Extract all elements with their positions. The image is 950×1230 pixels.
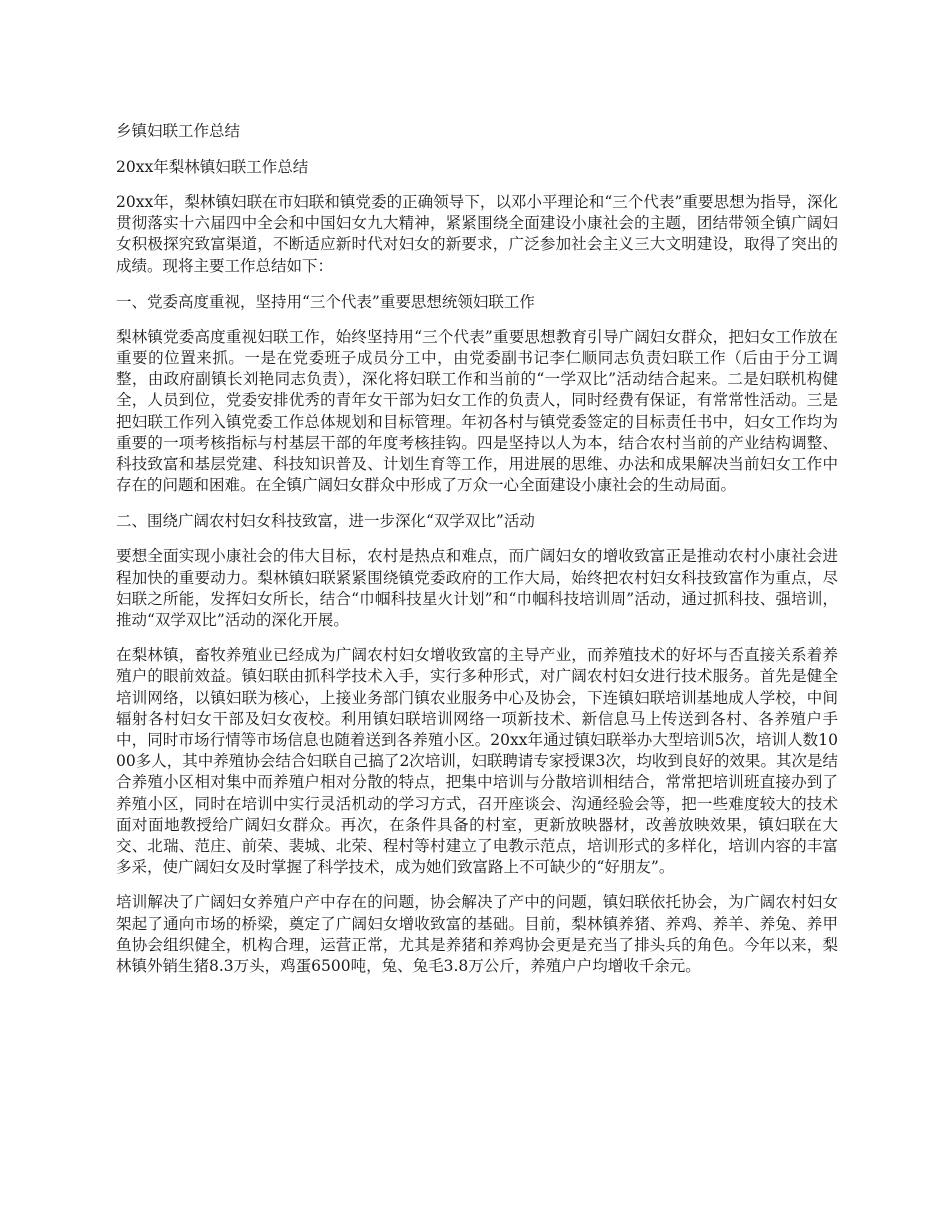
section2-paragraph-1: 要想全面实现小康社会的伟大目标，农村是热点和难点，而广阔妇女的增收致富正是推动农村小康社会进程加快的重要动力。梨林镇妇联紧紧围绕镇党委政府的工作大局，始终把农村妇女科技致富作为重点，尽妇联之所能，发挥妇女所长，结合“巾帼科技星火计划”和“巾帼科技培训周”活动，通过抓科技、强培训，推动“双学双比”活动的深化开展。 — [116, 547, 838, 630]
section1-paragraph: 梨林镇党委高度重视妇联工作，始终坚持用“三个代表”重要思想教育引导广阔妇女群众，把妇女工作放在重要的位置来抓。一是在党委班子成员分工中，由党委副书记李仁顺同志负责妇联工作（后由于分工调整，由政府副镇长刘艳同志负责），深化将妇联工作和当前的“一学双比”活动结合起来。二是妇联机构健全，人员到位，党委安排优秀的青年女干部为妇女工作的负责人，同时经费有保证，有常常性活动。三是把妇联工作列入镇党委工作总体规划和目标管理。年初各村与镇党委签定的目标责任书中，妇女工作均为重要的一项考核指标与村基层干部的年度考核挂钩。四是坚持以人为本，结合农村当前的产业结构调整、科技致富和基层党建、科技知识普及、计划生育等工作，用进展的思维、办法和成果解决当前妇女工作中存在的问题和困难。在全镇广阔妇女群众中形成了万众一心全面建设小康社会的生动局面。 — [116, 327, 838, 495]
section2-paragraph-2: 在梨林镇，畜牧养殖业已经成为广阔农村妇女增收致富的主导产业，而养殖技术的好坏与否直接关系着养殖户的眼前效益。镇妇联由抓科学技术入手，实行多种形式，对广阔农村妇女进行技术服务。首先是健全培训网络，以镇妇联为核心，上接业务部门镇农业服务中心及协会，下连镇妇联培训基地成人学校，中间辐射各村妇女干部及妇女夜校。利用镇妇联培训网络一项新技术、新信息马上传送到各村、各养殖户手中，同时市场行情等市场信息也随着送到各养殖小区。20xx年通过镇妇联举办大型培训5次，培训人数1000多人，其中养殖协会结合妇联自己搞了2次培训，妇联聘请专家授课3次，均收到良好的效果。其次是结合养殖小区相对集中而养殖户相对分散的特点，把集中培训与分散培训相结合，常常把培训班直接办到了养殖小区，同时在培训中实行灵活机动的学习方式，召开座谈会、沟通经验会等，把一些难度较大的技术面对面地教授给广阔妇女群众。再次，在条件具备的村室，更新放映器材，改善放映效果，镇妇联在大交、北瑞、范庄、前荣、裴城、北荣、程村等村建立了电教示范点，培训形式的多样化，培训内容的丰富多采，使广阔妇女及时掌握了科学技术，成为她们致富路上不可缺少的“好朋友”。 — [116, 646, 838, 877]
document-subtitle: 20xx年梨林镇妇联工作总结 — [116, 158, 309, 176]
intro-paragraph: 20xx年，梨林镇妇联在市妇联和镇党委的正确领导下，以邓小平理论和“三个代表”重要思想为指导，深化贯彻落实十六届四中全会和中国妇女九大精神，紧紧围绕全面建设小康社会的主题，团结带领全镇广阔妇女积极探究致富渠道，不断适应新时代对妇女的新要求，广泛参加社会主义三大文明建设，取得了突出的成绩。现将主要工作总结如下： — [116, 193, 838, 275]
section1-heading: 一、党委高度重视，坚持用“三个代表”重要思想统领妇联工作 — [116, 292, 535, 311]
section2-paragraph-3: 培训解决了广阔妇女养殖户产中存在的问题，协会解决了产中的问题，镇妇联依托协会，为广阔农村妇女架起了通向市场的桥梁，奠定了广阔妇女增收致富的基础。目前，梨林镇养猪、养鸡、养羊、养兔、养甲鱼协会组织健全，机构合理，运营正常，尤其是养猪和养鸡协会更是充当了排头兵的角色。今年以来，梨林镇外销生猪8.3万头，鸡蛋6500吨，兔、兔毛3.8万公斤，养殖户户均增收千余元。 — [116, 893, 838, 976]
section2-heading: 二、围绕广阔农村妇女科技致富，进一步深化“双学双比”活动 — [116, 512, 535, 531]
document-body — [116, 120, 838, 991]
document-title: 乡镇妇联工作总结 — [116, 122, 241, 140]
